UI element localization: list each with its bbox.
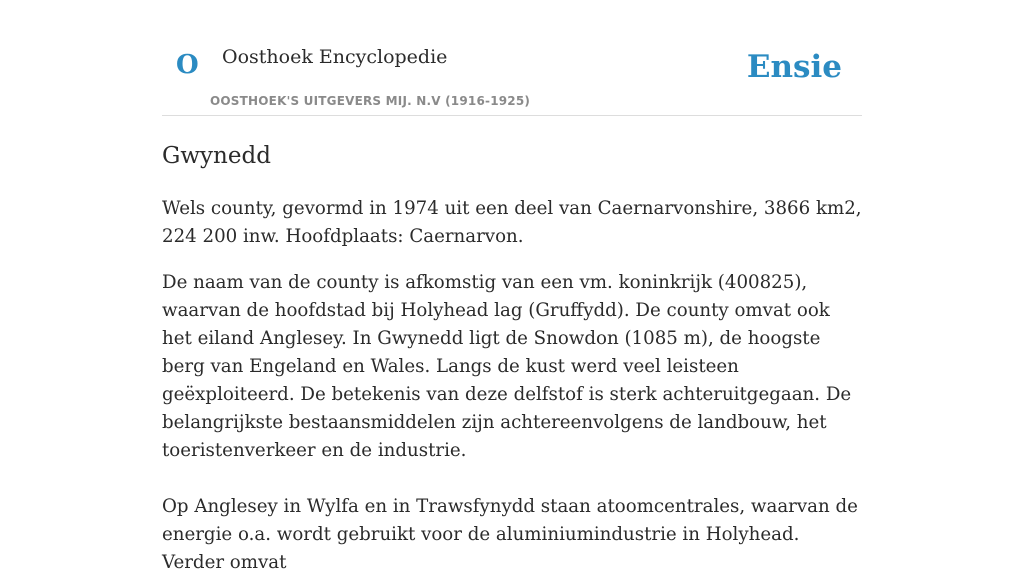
entry-title: Gwynedd: [162, 143, 271, 169]
source-logo[interactable]: O: [176, 50, 199, 80]
source-title-link[interactable]: Oosthoek Encyclopedie: [222, 46, 448, 68]
document-page: [162, 0, 862, 577]
paragraph-3: Op Anglesey in Wylfa en in Trawsfynydd staan atoomcentrales, waarvan de energie o.a. wordt gebruikt voor de aluminiumindustrie in Holyhead. Verder omvat: [162, 495, 858, 573]
paragraph-1: Wels county, gevormd in 1974 uit een deel van Caernarvonshire, 3866 km2, 224 200 inw. Hoofdplaats: Caernarvon.: [162, 197, 862, 247]
publisher-label: OOSTHOEK'S UITGEVERS MIJ. N.V (1916-1925): [210, 94, 531, 108]
paragraph-2: De naam van de county is afkomstig van een vm. koninkrijk (400825), waarvan de hoofdstad bij Holyhead lag (Gruffydd). De county omvat ook het eiland Anglesey. In Gwynedd ligt de Snowdon (1085 m), de hoogste berg van Engeland en Wales. Langs de kust werd veel leisteen geëxploiteerd. De betekenis van deze delfstof is sterk achteruitgegaan. De belangrijkste bestaansmiddelen zijn achtereenvolgens de landbouw, het toeristenverkeer en de industrie.: [162, 271, 852, 461]
brand-logo-link[interactable]: Ensie: [746, 49, 842, 85]
header: [162, 0, 862, 116]
